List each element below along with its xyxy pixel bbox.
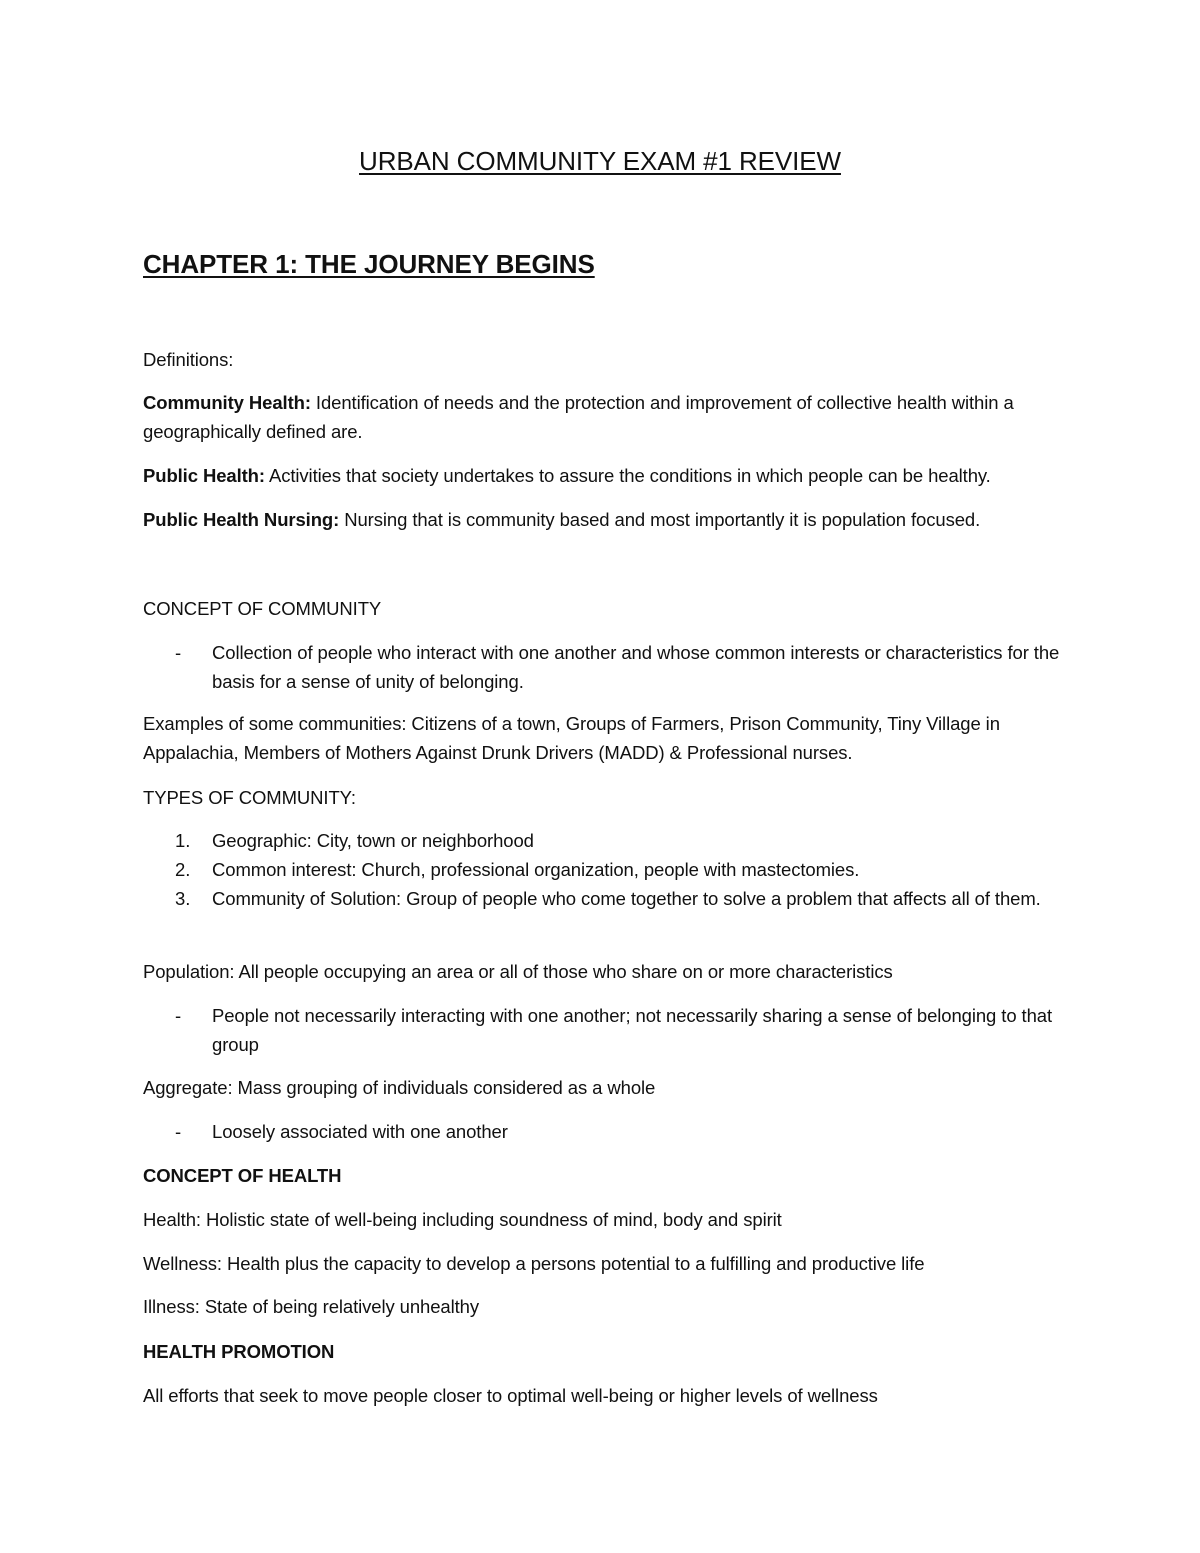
chapter-heading: CHAPTER 1: THE JOURNEY BEGINS <box>143 249 595 279</box>
numbered-item-text: Common interest: Church, professional organization, people with mastectomies. <box>212 859 860 880</box>
section-heading-health-promotion: HEALTH PROMOTION <box>143 1341 335 1362</box>
definition-text: Identification of needs and the protection and improvement of collective health within a geographically defined are. <box>143 392 1014 442</box>
wellness-definition: Wellness: Health plus the capacity to develop a persons potential to a fulfilling and productive life <box>143 1253 925 1274</box>
list-item <box>143 1001 1073 1059</box>
section-heading-concept-health: CONCEPT OF HEALTH <box>143 1165 342 1186</box>
list-item <box>143 1117 1073 1146</box>
numbered-item-text: Community of Solution: Group of people who come together to solve a problem that affects all of them. <box>212 888 1041 909</box>
definition-public-health <box>143 461 1073 490</box>
definition-term: Community Health: <box>143 392 311 413</box>
numbered-item <box>143 826 1073 855</box>
definition-text: Activities that society undertakes to assure the conditions in which people can be healthy. <box>264 465 991 486</box>
dash-bullet: - <box>175 1121 182 1142</box>
list-item <box>143 638 1073 696</box>
dash-bullet: - <box>175 1005 182 1026</box>
definitions-label: Definitions: <box>143 349 234 370</box>
population-definition: Population: All people occupying an area or all of those who share on or more characteristics <box>143 961 893 982</box>
aggregate-definition: Aggregate: Mass grouping of individuals considered as a whole <box>143 1077 656 1098</box>
health-definition: Health: Holistic state of well-being including soundness of mind, body and spirit <box>143 1209 782 1230</box>
list-number: 3. <box>175 888 191 909</box>
section-heading-types: TYPES OF COMMUNITY: <box>143 787 356 808</box>
list-item-text: People not necessarily interacting with one another; not necessarily sharing a sense of belonging to that group <box>212 1005 1053 1055</box>
numbered-item <box>143 884 1073 913</box>
dash-bullet: - <box>175 642 182 663</box>
numbered-item <box>143 855 1073 884</box>
list-number: 1. <box>175 830 191 851</box>
definition-term: Public Health Nursing: <box>143 509 340 530</box>
definition-public-health-nursing <box>143 505 1073 534</box>
definition-term: Public Health: <box>143 465 265 486</box>
definition-community-health <box>143 388 1073 446</box>
illness-definition: Illness: State of being relatively unhealthy <box>143 1296 479 1317</box>
list-item-text: Collection of people who interact with one another and whose common interests or characteristics for the basis for a sense of unity of belonging. <box>212 642 1060 692</box>
examples-paragraph: Examples of some communities: Citizens of a town, Groups of Farmers, Prison Community, Tiny Village in Appalachia, Members of Mothers Against Drunk Drivers (MADD) & Professional nurses. <box>143 713 1000 763</box>
health-promotion-definition: All efforts that seek to move people closer to optimal well-being or higher levels of wellness <box>143 1385 878 1406</box>
list-item-text: Loosely associated with one another <box>212 1121 508 1142</box>
definition-text: Nursing that is community based and most importantly it is population focused. <box>339 509 981 530</box>
section-heading-concept-community: CONCEPT OF COMMUNITY <box>143 598 382 619</box>
list-number: 2. <box>175 859 191 880</box>
numbered-item-text: Geographic: City, town or neighborhood <box>212 830 534 851</box>
document-title: URBAN COMMUNITY EXAM #1 REVIEW <box>359 146 841 176</box>
